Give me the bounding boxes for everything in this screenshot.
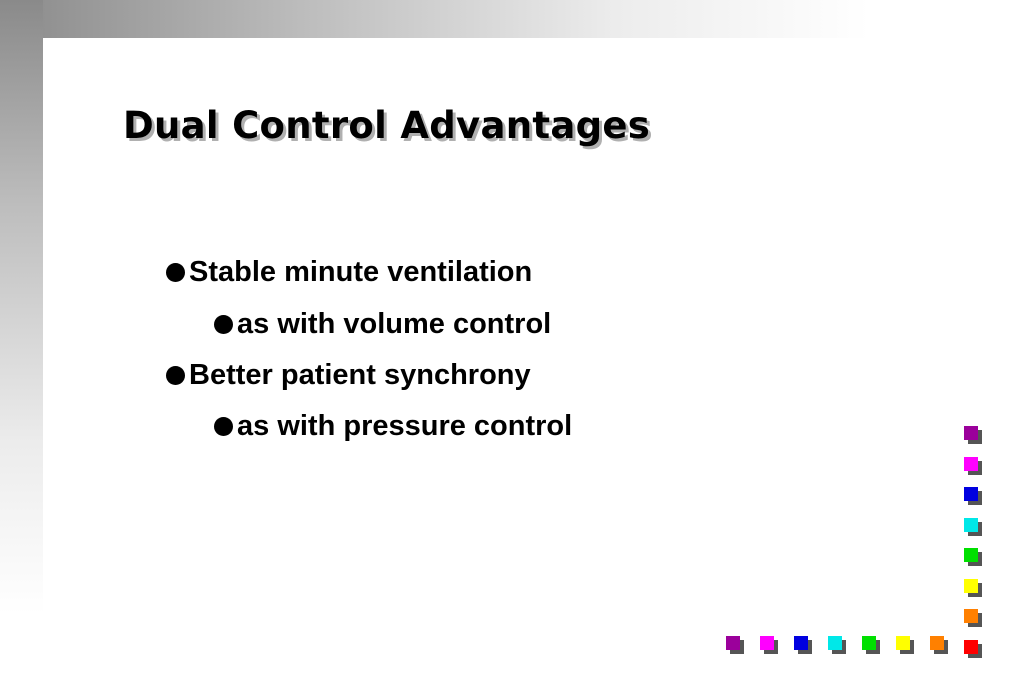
color-square-row bbox=[896, 636, 910, 650]
bullet-text: as with volume control bbox=[237, 308, 552, 340]
color-square-column bbox=[964, 457, 978, 471]
bullet-dot-icon bbox=[214, 315, 233, 334]
color-square-row bbox=[794, 636, 808, 650]
slide-title: Dual Control Advantages bbox=[123, 104, 651, 147]
color-square-row bbox=[930, 636, 944, 650]
color-square-row bbox=[760, 636, 774, 650]
color-square-column bbox=[964, 609, 978, 623]
bullet-dot-icon bbox=[214, 417, 233, 436]
color-square-column bbox=[964, 487, 978, 501]
color-square-column bbox=[964, 548, 978, 562]
background-gradient-left bbox=[0, 0, 43, 682]
bullet-text: Better patient synchrony bbox=[189, 359, 531, 391]
color-square-column bbox=[964, 579, 978, 593]
sub-bullet-item bbox=[214, 409, 572, 443]
bullet-item bbox=[166, 255, 532, 289]
background-gradient-top bbox=[0, 0, 1023, 38]
bullet-text: Stable minute ventilation bbox=[189, 256, 533, 288]
sub-bullet-item bbox=[214, 307, 551, 341]
color-square-row bbox=[828, 636, 842, 650]
bullet-item bbox=[166, 358, 531, 392]
bullet-dot-icon bbox=[166, 366, 185, 385]
color-square-column bbox=[964, 640, 978, 654]
bullet-dot-icon bbox=[166, 263, 185, 282]
color-square-column bbox=[964, 426, 978, 440]
color-square-column bbox=[964, 518, 978, 532]
color-square-row bbox=[726, 636, 740, 650]
bullet-text: as with pressure control bbox=[237, 410, 573, 442]
color-square-row bbox=[862, 636, 876, 650]
